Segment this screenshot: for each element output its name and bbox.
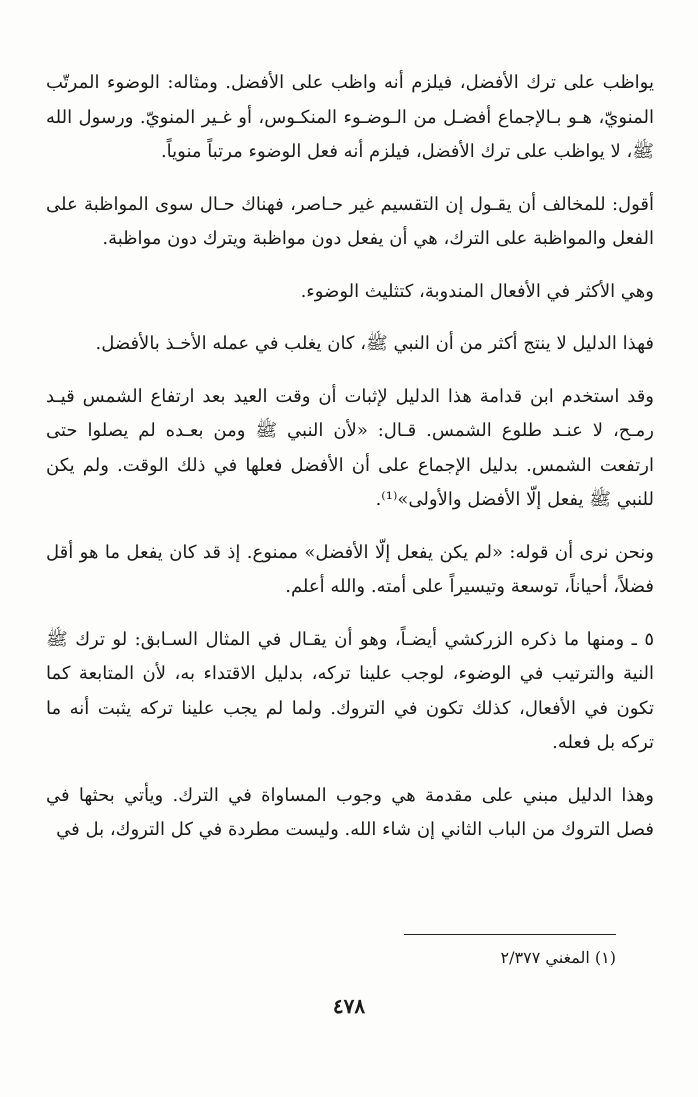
- footnote-divider: [404, 934, 616, 935]
- paragraph-5: وقد استخدم ابن قدامة هذا الدليل لإثبات أن وقت العيد بعد ارتفاع الشمس قيـد رمـح، لا عنـد طلوع الشمس. قـال: «لأن النبي ﷺ ومن بعـده لم يصلوا حتى ارتفعت الشمس. بدليل الإجماع على أن الأفضل فعلها في ذلك الوقت. ولم يكن للنبي ﷺ يفعل إلّا الأفضل والأولى»⁽¹⁾.: [46, 385, 654, 510]
- paragraph-8: وهذا الدليل مبني على مقدمة هي وجوب المساواة في الترك. ويأتي بحثها في فصل التروك من الباب الثاني إن شاء الله. وليست مطردة في كل التروك، بل في: [46, 784, 654, 840]
- paragraph-4: فهذا الدليل لا ينتج أكثر من أن النبي ﷺ، كان يغلب في عمله الأخـذ بالأفضل.: [95, 333, 654, 354]
- paragraph-6: ونحن نرى أن قوله: «لم يكن يفعل إلّا الأفضل» ممنوع. إذ قد كان يفعل ما هو أقل فضلاً، أحياناً، توسعة وتيسيراً على أمته. والله أعلم.: [46, 541, 654, 597]
- paragraph-7: ٥ ـ ومنها ما ذكره الزركشي أيضـاً، وهو أن يقـال في المثال السـابق: لو ترك ﷺ النية والترتيب في الوضوء، لوجب علينا تركه، بدليل الاقتداء به، لأن المتابعة كما تكون في الأفعال، كذلك تكون في التروك. ولما لم يجب علينا تركه يثبت أنه ما تركه بل فعله.: [46, 628, 654, 753]
- main-text: [46, 66, 654, 866]
- paragraph-2: أقول: للمخالف أن يقـول إن التقسيم غير حـاصر، فهناك حـال سوى المواظبة على الفعل والمواظبة على الترك، هي أن يفعل دون مواظبة ويترك دون مواظبة.: [46, 193, 654, 249]
- footnote: (١) المغني ٢/٣٧٧: [500, 948, 616, 967]
- paragraph-1: يواظب على ترك الأفضل، فيلزم أنه واظب على الأفضل. ومثاله: الوضوء المرتّب المنويّ، هـو بـالإجماع أفضـل من الـوضـوء المنكـوس، أو غـير المنويّ. ورسول الله ﷺ، لا يواظب على ترك الأفضل، فيلزم أنه فعل الوضوء مرتباً منوياً.: [46, 72, 654, 162]
- paragraph-3: وهي الأكثر في الأفعال المندوبة، كتثليث الوضوء.: [300, 280, 654, 302]
- page-number: ٤٧٨: [332, 994, 366, 1018]
